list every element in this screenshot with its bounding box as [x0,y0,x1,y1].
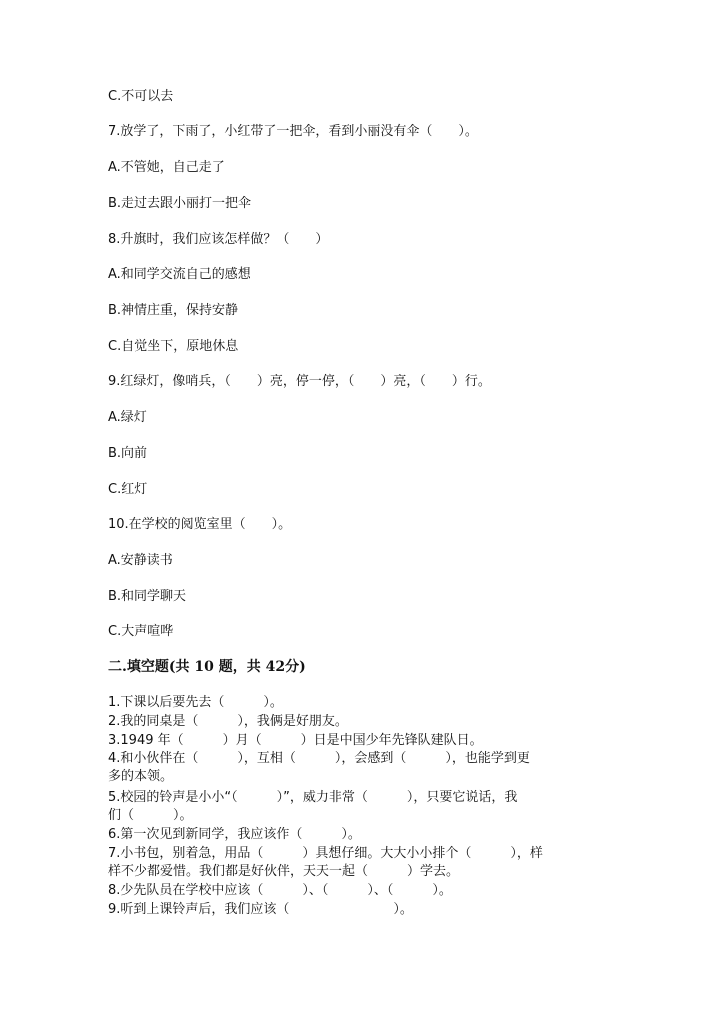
fill-line-2: 2.我的同桌是（ ），我俩是好朋友。 [108,714,348,729]
option-9c: C.红灯 [108,482,148,497]
option-9a: A.绿灯 [108,410,147,425]
option-10b: B.和同学聊天 [108,589,187,604]
fill-line-1: 1.下课以后要先去（ ）。 [108,695,283,710]
option-10c: C.大声喧哗 [108,624,174,639]
option-7b: B.走过去跟小丽打一把伞 [108,196,252,211]
question-10: 10.在学校的阅览室里（ ）。 [108,517,292,532]
fill-line-6: 6.第一次见到新同学，我应该作（ ）。 [108,827,361,842]
question-7: 7.放学了，下雨了，小红带了一把伞，看到小丽没有伞（ ）。 [108,124,478,139]
option-6c: C.不可以去 [108,89,174,104]
question-9: 9.红绿灯，像哨兵，（ ）亮，停一停，（ ）亮，（ ）行。 [108,374,491,389]
option-10a: A.安静读书 [108,553,173,568]
fill-line-9: 9.听到上课铃声后，我们应该（ ）。 [108,902,413,917]
fill-line-5-cont: 们（ ）。 [108,808,193,823]
fill-line-8: 8.少先队员在学校中应该（ ）、（ ）、（ ）。 [108,883,452,898]
fill-line-4: 4.和小伙伴在（ ），互相（ ），会感到（ ），也能学到更 [108,751,530,766]
fill-line-5: 5.校园的铃声是小小“（ ）”，威力非常（ ），只要它说话，我 [108,790,518,805]
option-8c: C.自觉坐下，原地休息 [108,339,239,354]
fill-line-7-cont: 样不少都爱惜。我们都是好伙伴，天天一起（ ）学去。 [108,864,460,879]
option-8b: B.神情庄重，保持安静 [108,303,239,318]
option-9b: B.向前 [108,446,148,461]
option-8a: A.和同学交流自己的感想 [108,267,251,282]
fill-line-4-cont: 多的本领。 [108,769,174,784]
option-7a: A.不管她，自己走了 [108,160,225,175]
fill-line-7: 7.小书包，别着急，用品（ ）具想仔细。大大小小排个（ ），样 [108,846,543,861]
section-title: 二.填空题(共 10 题，共 42分) [108,659,306,675]
question-8: 8.升旗时，我们应该怎样做？（ ） [108,232,329,247]
fill-line-3: 3.1949 年（ ）月（ ）日是中国少年先锋队建队日。 [108,733,483,748]
